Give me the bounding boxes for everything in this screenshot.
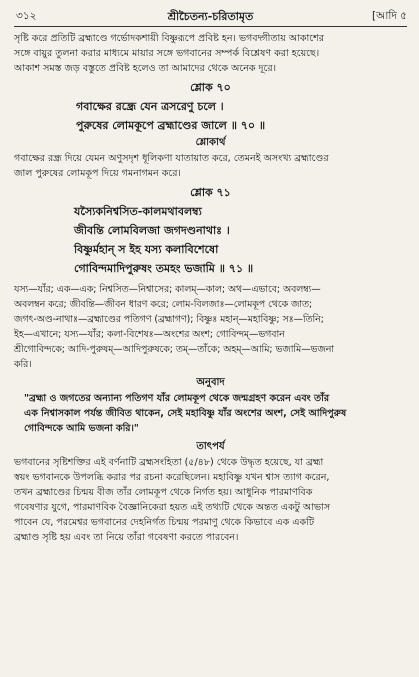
text-line: আকাশ সমস্ত জড় বস্তুতে প্রবিষ্ট হলেও তা আমাদের থেকে অনেক দূরে।: [14, 63, 276, 74]
sloka-70-meaning-heading: শ্লোকার্থ: [195, 137, 226, 148]
verse-line: পুরুষের লোমকূপে ব্রহ্মাণ্ডের জালে ॥ ৭০ ॥: [76, 119, 266, 132]
word-synonyms: [14, 282, 407, 372]
verse-line: বিষ্ণুর্মহান্ স ইহ যস্য কলাবিশেষো: [74, 243, 219, 256]
sloka-71-heading: শ্লোক ৭১: [190, 186, 231, 199]
text-line: অবলম্বন করে; জীবন্তি—জীবন ধারণ করে; লোম-বিলজাঃ—লোমকূপ থেকে জাত;: [14, 299, 313, 310]
text-line: জাল পুরুষের লোমকূপ দিয়ে গমনাগমন করে।: [14, 168, 181, 179]
text-line: এক নিশ্বাসকাল পর্যন্ত জীবিত থাকেন, সেই মহাবিষ্ণু যাঁর অংশের অংশ, সেই আদিপুরুষ: [24, 408, 347, 419]
page-number: ৩১২: [16, 10, 37, 22]
text-line: করি।: [14, 359, 32, 370]
text-line: গবাক্ষের রন্ধ্র দিয়ে যেমন অণুসদৃশ ধূলিকণা যাতায়াত করে, তেমনই অসংখ্য ব্রহ্মাণ্ডের: [14, 153, 329, 164]
text-line: "ব্রহ্মা ও জগতের অন্যান্য পতিগণ যাঁর লোমকূপ থেকে জন্মগ্রহণ করেন এবং তাঁর: [24, 393, 330, 404]
text-line: পাবেন যে, পরমেশ্বর ভগবানের দেহনির্গত চিন্ময় পরমাণু থেকে কিভাবে এক একটি: [14, 517, 315, 528]
book-page: [14, 6, 407, 545]
intro-paragraph: [14, 31, 407, 76]
text-line: গোবিন্দকে আমি ভজনা করি।": [24, 423, 139, 434]
text-line: ব্রহ্মাণ্ড সৃষ্টি হয় এবং তা নিয়ে তাঁরা গবেষণা করতে পারবেন।: [14, 532, 239, 543]
verse-line: যস্যৈকনিশ্বসিত-কালমথাবলম্ব্য: [74, 205, 202, 218]
text-line: ভগবানের সৃষ্টিশক্তির এই বর্ণনাটি ব্রহ্মসংহিতা (৫/৪৮) থেকে উদ্ধৃত হয়েছে, যা ব্রহ্মা: [14, 457, 324, 468]
text-line: শ্রীগোবিন্দকে; আদি-পুরুষম্—আদিপুরুষকে; তম্—তাঁকে; অহম্—আমি; ভজামি—ভজনা: [14, 344, 335, 355]
verse-line: জীবন্তি লোমবিলজা জগদণ্ডনাথাঃ ।: [74, 224, 230, 237]
sloka-70-meaning: [14, 151, 407, 181]
purport-heading: তাৎপর্য: [196, 441, 225, 452]
translation-heading: অনুবাদ: [196, 377, 225, 388]
sloka-70-verse: [14, 97, 407, 135]
running-title: শ্রীচৈতন্য-চরিতামৃত: [167, 10, 254, 23]
text-line: সৃষ্টি করে প্রতিটি ব্রহ্মাণ্ডে গর্ভোদকশায়ী বিষ্ণুরূপে প্রবিষ্ট হন। ভগবদ্গীতায় আকাশের: [14, 33, 324, 44]
purport-text: [14, 455, 407, 545]
sloka-70-heading: শ্লোক ৭০: [190, 81, 231, 94]
translation-text: [24, 391, 407, 436]
text-line: যস্য—যাঁর; এক—এক; নিশ্বসিত—নিশ্বাসের; কালম্—কাল; অথ—এভাবে; অবলম্ব্য—: [14, 284, 321, 295]
sloka-71-verse: [14, 202, 407, 278]
text-line: ইহ—এখানে; যস্য—যাঁর; কলা-বিশেষঃ—অংশের অংশ; গোবিন্দম্—ভগবান: [14, 329, 285, 340]
page-header: [14, 6, 407, 27]
text-line: গবেষণার যুগে, পারমাণবিক বৈজ্ঞানিকেরা হয়ত এই তথ্যটি থেকে অন্তত একটু আভাস: [14, 502, 331, 513]
text-line: সঙ্গে বায়ুর তুলনা করার মাধ্যমে মায়ার সঙ্গে ভগবানের সম্পর্ক বিশ্লেষণ করা হয়েছে।: [14, 48, 320, 59]
text-line: স্বয়ং ভগবানকে উপলব্ধি করার পর রচনা করেছিলেন। মহাবিষ্ণু যখন শ্বাস ত্যাগ করেন,: [14, 472, 330, 483]
text-line: তখন ব্রহ্মাণ্ডের চিন্ময় বীজ তাঁর লোমকূপ থেকে নির্গত হয়। আধুনিক পারমাণবিক: [14, 487, 313, 498]
chapter-marker: [আদি ৫: [371, 10, 407, 22]
text-line: জগৎ-অণ্ড-নাথাঃ—ব্রহ্মাণ্ডের পতিগণ (ব্রহ্মাগণ); বিষ্ণুঃ মহান্—মহাবিষ্ণু; সঃ—তিনি;: [14, 314, 324, 325]
verse-line: গবাক্ষের রন্ধ্রে যেন ত্রসরেণু চলে ।: [76, 100, 224, 113]
verse-line: গোবিন্দমাদিপুরুষং তমহং ভজামি ॥ ৭১ ॥: [74, 262, 254, 275]
